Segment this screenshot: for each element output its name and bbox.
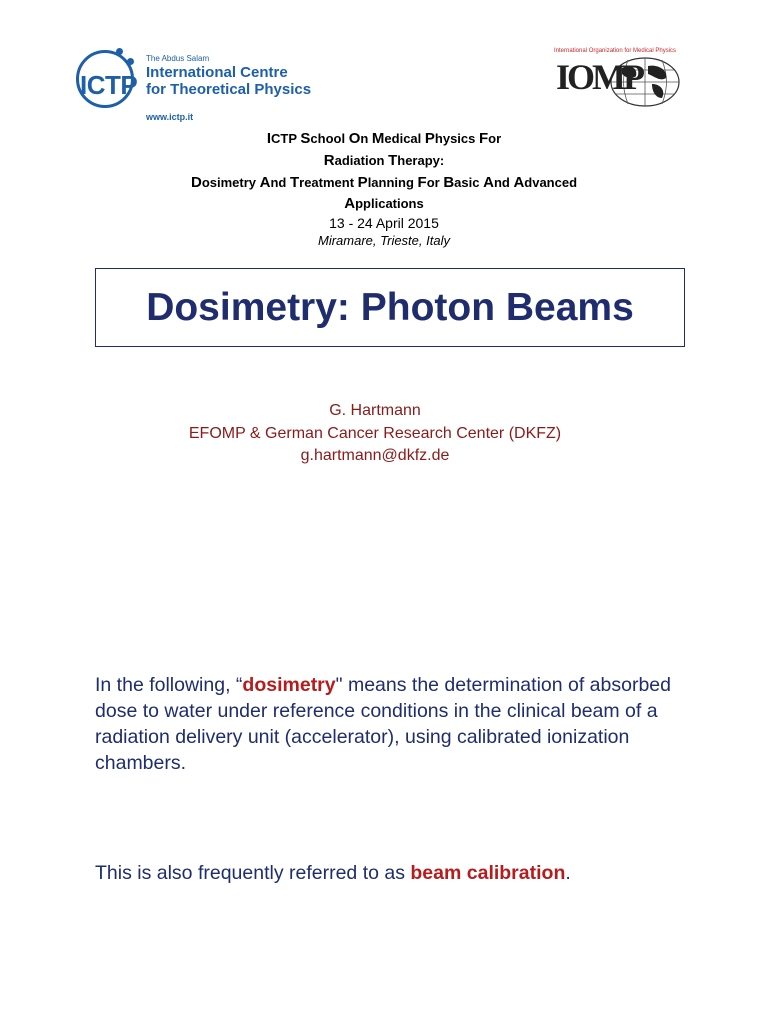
heading-rest: reatment xyxy=(299,175,358,190)
heading-initial: M xyxy=(371,130,385,147)
heading-initial: F xyxy=(417,174,427,191)
heading-rest: osimetry xyxy=(201,175,260,190)
heading-initial: F xyxy=(479,130,489,147)
heading-rest: or xyxy=(426,175,444,190)
heading-initial: A xyxy=(483,174,494,191)
heading-rest: asic xyxy=(454,175,484,190)
paragraph-text: This is also frequently referred to as xyxy=(95,862,411,884)
heading-rest: CTP xyxy=(271,131,301,146)
ictp-mark-text: ICTP xyxy=(80,70,138,100)
heading-initial: R xyxy=(323,152,335,169)
ictp-name-line1: International Centre xyxy=(146,64,288,81)
paragraph-calibration xyxy=(95,860,685,886)
heading-rest: pplications xyxy=(355,196,424,211)
page-title: Dosimetry: Photon Beams xyxy=(146,285,634,329)
school-title-line3 xyxy=(0,174,768,191)
heading-initial: P xyxy=(357,174,368,191)
paragraph-text: " means the determination of absorbed dose to water under reference conditions in the clinical beam of a radiation delivery unit (accelerator), using calibrated ionization chambers. xyxy=(95,674,672,774)
heading-rest: or xyxy=(488,131,502,146)
paragraph-text: In the following, “ xyxy=(95,674,243,696)
heading-initial: D xyxy=(190,174,202,191)
heading-initial: B xyxy=(443,174,455,191)
heading-initial: I xyxy=(266,130,271,147)
heading-rest: lanning xyxy=(367,175,418,190)
school-dates: 13 - 24 April 2015 xyxy=(329,215,439,231)
ictp-url: www.ictp.it xyxy=(146,112,194,122)
heading-initial: A xyxy=(344,195,356,212)
heading-rest: herapy: xyxy=(397,153,445,168)
heading-initial: A xyxy=(259,174,271,191)
highlight-dosimetry: dosimetry xyxy=(242,674,336,696)
heading-initial: O xyxy=(348,130,361,147)
heading-initial: S xyxy=(300,130,311,147)
heading-rest: dvanced xyxy=(524,175,578,190)
iomp-logo xyxy=(548,44,684,110)
ictp-small-text: The Abdus Salam xyxy=(146,54,210,63)
author-affiliation: EFOMP & German Cancer Research Center (DKFZ) xyxy=(188,425,562,442)
heading-rest: adiation xyxy=(334,153,389,168)
iomp-title: International Organization for Medical Physics xyxy=(554,48,677,54)
iomp-mark: IOMP xyxy=(556,57,642,97)
author-name: G. Hartmann xyxy=(329,402,421,419)
heading-rest: hysics xyxy=(434,131,479,146)
heading-rest: nd xyxy=(270,175,290,190)
heading-initial: A xyxy=(513,174,525,191)
school-title-line4 xyxy=(0,195,768,212)
school-venue: Miramare, Trieste, Italy xyxy=(318,233,450,248)
heading-rest: nd xyxy=(493,175,514,190)
ictp-dot-icon xyxy=(127,58,134,65)
paragraph-text: . xyxy=(565,862,571,884)
school-title-line1 xyxy=(0,130,768,147)
heading-initial: T xyxy=(289,174,300,191)
title-box xyxy=(95,268,685,347)
heading-initial: P xyxy=(424,130,435,147)
ictp-name-line2: for Theoretical Physics xyxy=(146,81,312,98)
ictp-dot-icon xyxy=(116,48,123,55)
school-title-line2 xyxy=(0,152,768,169)
heading-rest: n xyxy=(360,131,372,146)
author-email: g.hartmann@dkfz.de xyxy=(300,447,450,464)
heading-initial: T xyxy=(388,152,398,169)
highlight-beam-calibration: beam calibration xyxy=(410,862,566,884)
ictp-logo xyxy=(72,34,322,124)
heading-rest: edical xyxy=(384,131,425,146)
heading-rest: chool xyxy=(310,131,349,146)
paragraph-dosimetry xyxy=(95,672,685,776)
